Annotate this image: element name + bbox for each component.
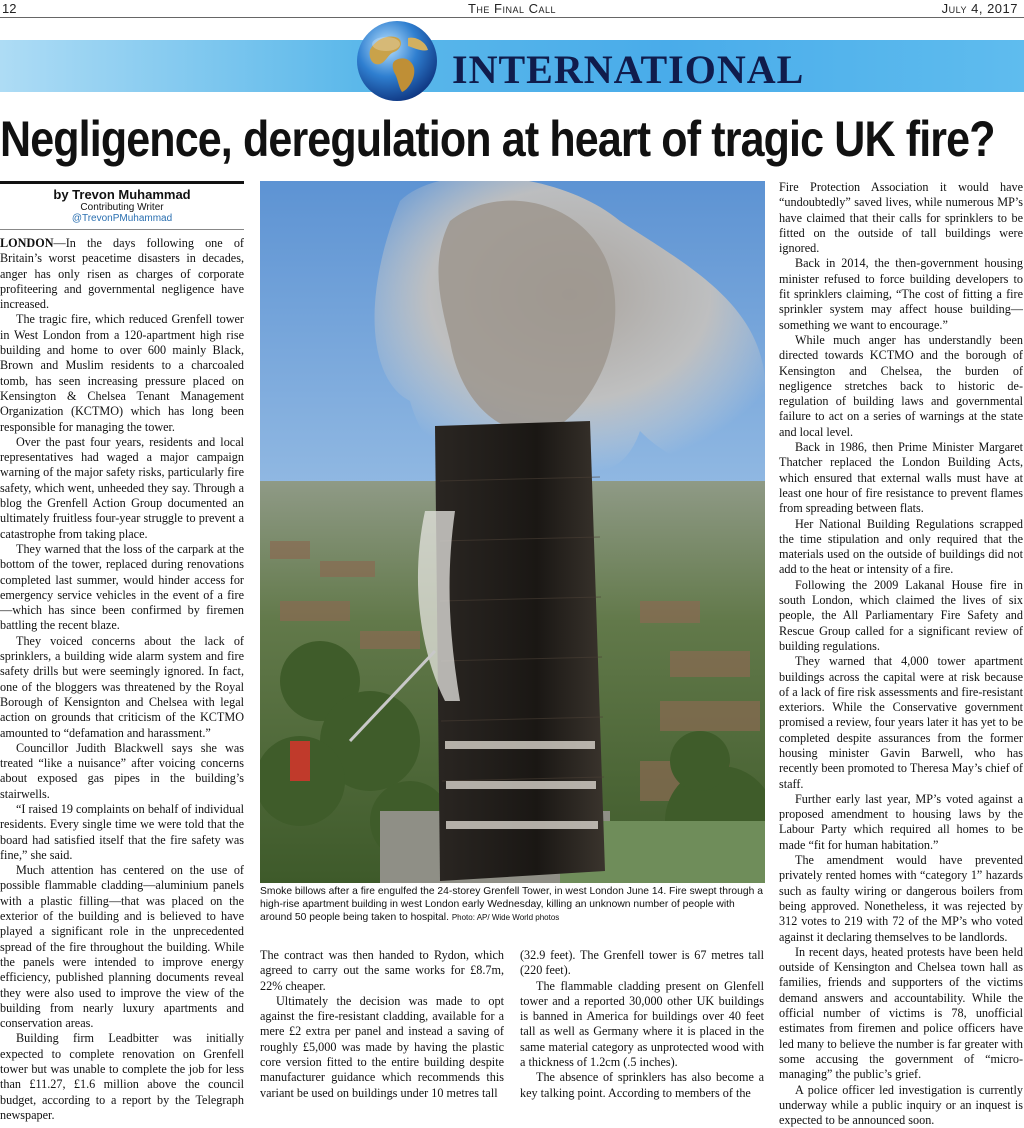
paragraph: The amendment would have prevented privately rented homes with “category 1” hazards such as faulty wiring or dangerous boilers from being approved. Nonetheless, it was rejected by 312 votes to 219 with 72 of the MP’s who voted against it declaring themselves to be landlords. bbox=[779, 853, 1023, 944]
publication-name: The Final Call bbox=[467, 1, 557, 16]
headline: Negligence, deregulation at heart of tragic UK fire? bbox=[0, 111, 995, 167]
lead-paragraph bbox=[0, 236, 244, 312]
paragraph: Ultimately the decision was made to opt against the fire-resistant cladding, available for a mere £2 extra per panel and instead a saving of roughly £5,000 was made by having the plastic core version fitted to the entire building despite manufacturer guidance which recommends this variant be used on buildings under 10 metres tall bbox=[260, 993, 504, 1100]
grenfell-fire-photo bbox=[260, 181, 765, 883]
page-number: 12 bbox=[2, 1, 17, 16]
globe-icon bbox=[356, 20, 438, 102]
page-folio bbox=[0, 0, 1024, 18]
paragraph: Fire Protection Association it would have “undoubtedly” saved lives, while numerous MP’s have claimed that their calls for sprinklers to be fitted on the outside of tall buildings were ignored. bbox=[779, 180, 1023, 256]
author-role: Contributing Writer bbox=[80, 202, 164, 213]
paragraph: Back in 1986, then Prime Minister Margaret Thatcher replaced the London Building Acts, which ensured that external walls must have at least one hour of fire resistance to prevent flames from spreading between flats. bbox=[779, 440, 1023, 516]
paragraph: They warned that the loss of the carpark at the bottom of the tower, replaced during renovations completed last summer, would hinder access for emergency service vehicles in the event of a fire—which has since been confirmed by firemen battling the recent blaze. bbox=[0, 541, 244, 633]
paragraph: Back in 2014, the then-government housing minister refused to force building developers to fit sprinklers claiming, “The cost of fitting a fire sprinkler system may affect house building—something we want to encourage.” bbox=[779, 256, 1023, 332]
paragraph: Following the 2009 Lakanal House fire in south London, which claimed the lives of six people, the All Parliamentary Fire Safety and Rescue Group called for a significant review of building regulations. bbox=[779, 577, 1023, 653]
paragraph: While much anger has understandly been directed towards KCTMO and the borough of Kensington and Chelsea, the burden of negligence stretches back to historic de-regulation of building laws and governmental failure to act on a series of warnings at the state and local level. bbox=[779, 332, 1023, 439]
paragraph: “I raised 19 complaints on behalf of individual residents. Every single time we were told that the board had satisfied itself that the fire safety was fine,” she said. bbox=[0, 801, 244, 862]
section-title: INTERNATIONAL bbox=[452, 47, 805, 92]
photo-credit: Photo: AP/ Wide World photos bbox=[451, 913, 560, 922]
paragraph: (32.9 feet). The Grenfell tower is 67 metres tall (220 feet). bbox=[520, 948, 764, 978]
paragraph: Further early last year, MP’s voted against a proposed amendment to housing laws by the Labour Party which required all homes to be made “fit for human habitation.” bbox=[779, 791, 1023, 852]
paragraph: They warned that 4,000 tower apartment buildings across the capital were at risk because of a lack of fire risk assessments and fire-resistant exteriors. While the Conservative government promised a review, four years later it has yet to be completed despite assurances from the former housing minister Gavin Barwell, who has recently been promoted to Theresa May’s chief of staff. bbox=[779, 654, 1023, 791]
paragraph: In recent days, heated protests have been held outside of Kensington and Chelsea town hall as families, friends and supporters of the victims demand answers and accountability. While the official number of victims is 78, unofficial estimates from firemen and police officers have led many to believe the number is far greater with some accusing the government of “micro-managing” the public’s grief. bbox=[779, 944, 1023, 1082]
paragraph: A police officer led investigation is currently underway while a public inquiry or an inquest is expected to be announced soon. bbox=[779, 1082, 1023, 1128]
paragraph: The contract was then handed to Rydon, which agreed to carry out the same works for £8.7m, 22% cheaper. bbox=[260, 948, 504, 993]
article-column-1 bbox=[0, 236, 244, 1123]
author-handle[interactable]: @TrevonPMuhammad bbox=[71, 213, 173, 224]
paragraph: They voiced concerns about the lack of sprinklers, a building wide alarm system and fire safety drills but were seemingly ignored. In fact, one of the bloggers was threatened by the Royal Borough of Kensignton and Chelsea with legal action on grounds that criticism of the KCTMO amounted to “defamation and harassment.” bbox=[0, 633, 244, 740]
byline bbox=[0, 181, 244, 224]
photo-caption bbox=[260, 885, 766, 924]
paragraph: The tragic fire, which reduced Grenfell tower in West London from a 120-apartment high rise building and home to over 600 mainly Black, Brown and Muslim residents to a charcoaled tomb, has seen increasing pressure placed on Kensington & Chelsea Tenant Management Organization (KCTMO) which has long been responsible for managing the tower. bbox=[0, 312, 244, 434]
paragraph: Over the past four years, residents and local representatives had waged a major campaign warning of the major safety risks, particularly fire safety, which went, unheeded they say. Through a blog the Grenfell Action Group documented an ultimately fruitless four-year struggle to prevent a catastrophe from taking place. bbox=[0, 434, 244, 541]
paragraph: Building firm Leadbitter was initially expected to complete renovation on Grenfell tower but was unable to complete the job for less than £11.27, £1.6 million above the council budget, according to a report by the Telegraph newspaper. bbox=[0, 1031, 244, 1122]
issue-date: July 4, 2017 bbox=[941, 1, 1018, 16]
byline-divider bbox=[0, 229, 244, 230]
paragraph: The flammable cladding present on Glenfell tower and a reported 30,000 other UK buildings is banned in America for buildings over 40 feet tall as well as Germany where it is placed in the same material category as unprotected wood with a thickness of 1.2cm (.5 inches). bbox=[520, 978, 764, 1070]
paragraph: The absence of sprinklers has also become a key talking point. According to members of the bbox=[520, 1070, 764, 1100]
article-column-3 bbox=[520, 948, 764, 1101]
paragraph: Much attention has centered on the use of possible flammable cladding—aluminium panels with a plastic filling—that was placed on the exterior of the building and is believed to have played a significant role in the unprecedented spread of the fire throughout the building. While the panels were intended to improve energy efficiency, published planning documents reveal they were also used to improve the view of the building from nearly luxury apartments and conservation areas. bbox=[0, 863, 244, 1031]
article-column-4 bbox=[779, 180, 1023, 1128]
author-name: by Trevon Muhammad bbox=[53, 187, 191, 202]
dateline: LONDON bbox=[0, 236, 54, 250]
paragraph: Her National Building Regulations scrapped the time stipulation and only required that the materials used on the outside of buildings did not add to the heat or intensity of a fire. bbox=[779, 516, 1023, 577]
article-column-2 bbox=[260, 948, 504, 1101]
paragraph: Councillor Judith Blackwell says she was treated “like a nuisance” after voicing concerns about exposed gas pipes in the building’s stairwells. bbox=[0, 740, 244, 801]
caption-text: Smoke billows after a fire engulfed the 24-storey Grenfell Tower, in west London June 14. Fire swept through a high-rise apartment building in west London early Wednesday, killing an unknown number of people with around 50 people being taken to hospital. bbox=[260, 886, 763, 923]
lead-text: —In the days following one of Britain’s worst peacetime disasters in decades, anger has only risen as charges of corporate profiteering and governmental negligence have increased. bbox=[0, 236, 244, 312]
